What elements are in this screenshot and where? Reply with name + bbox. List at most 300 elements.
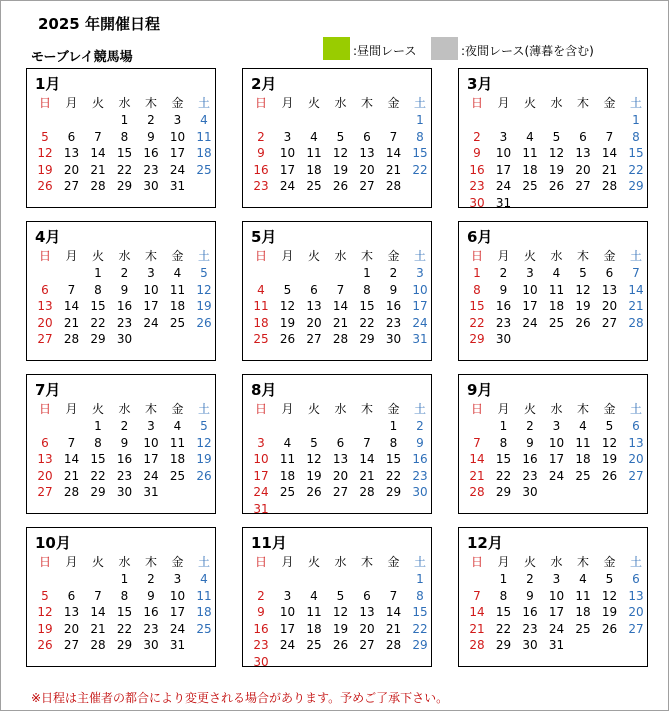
day-cell: 25 xyxy=(522,179,538,193)
day-cell: 22 xyxy=(495,621,512,636)
day-cell: 18 xyxy=(575,452,591,466)
day-cell: 21 xyxy=(90,621,106,636)
day-cell: 10 xyxy=(279,146,296,160)
day-cell: 20 xyxy=(601,299,618,313)
day-cell: 21 xyxy=(601,162,618,177)
month-calendar-3 xyxy=(458,68,648,208)
day-cell: 4 xyxy=(200,113,208,127)
day-cell: 16 xyxy=(522,605,538,619)
day-cell: 8 xyxy=(120,588,129,603)
weekday-header: 月 xyxy=(65,96,78,110)
day-cell: 30 xyxy=(385,332,402,346)
month-title: 6月 xyxy=(467,228,493,246)
day-cell: 29 xyxy=(90,332,106,346)
day-cell: 19 xyxy=(548,162,565,177)
day-cell: 4 xyxy=(200,572,208,586)
month-title: 3月 xyxy=(467,75,493,93)
day-cell: 4 xyxy=(526,129,534,144)
day-cell: 23 xyxy=(116,315,133,330)
day-cell: 18 xyxy=(522,162,538,177)
day-cell: 9 xyxy=(473,146,481,160)
day-cell: 8 xyxy=(94,282,102,297)
day-cell: 15 xyxy=(359,299,375,313)
weekday-header: 火 xyxy=(91,96,104,110)
day-cell: 1 xyxy=(473,266,481,280)
day-cell: 9 xyxy=(120,282,129,297)
venue-name: モーブレイ競馬場 xyxy=(31,50,133,65)
day-cell: 6 xyxy=(605,266,614,280)
weekday-header: 月 xyxy=(281,96,294,110)
day-cell: 24 xyxy=(412,315,428,330)
day-cell: 29 xyxy=(469,332,485,346)
day-cell: 24 xyxy=(169,162,186,177)
day-cell: 24 xyxy=(495,179,512,193)
day-cell: 24 xyxy=(548,621,565,636)
day-cell: 16 xyxy=(522,452,538,466)
day-cell: 27 xyxy=(628,621,644,636)
day-cell: 23 xyxy=(253,638,269,652)
month-calendar-8 xyxy=(242,374,432,514)
day-cell: 6 xyxy=(336,435,345,450)
day-cell: 29 xyxy=(628,179,644,193)
day-cell: 27 xyxy=(628,468,644,483)
day-cell: 9 xyxy=(120,435,129,450)
day-cell: 6 xyxy=(363,129,371,144)
day-cell: 12 xyxy=(37,146,53,160)
weekday-header: 金 xyxy=(171,249,184,263)
day-cell: 7 xyxy=(94,129,102,144)
day-cell: 24 xyxy=(279,638,296,652)
day-cell: 2 xyxy=(257,129,265,144)
month-calendar-12 xyxy=(458,527,648,667)
day-cell: 15 xyxy=(412,605,428,619)
day-cell: 17 xyxy=(143,452,159,466)
day-cell: 1 xyxy=(363,266,371,280)
weekday-header: 木 xyxy=(144,96,157,110)
day-cell: 7 xyxy=(473,435,481,450)
weekday-header: 月 xyxy=(65,249,78,263)
weekday-header: 月 xyxy=(281,249,294,263)
day-cell: 12 xyxy=(196,282,212,297)
day-cell: 4 xyxy=(552,266,561,280)
day-cell: 9 xyxy=(147,129,155,144)
day-cell: 7 xyxy=(336,282,345,297)
day-cell: 28 xyxy=(385,638,402,652)
legend-night-swatch xyxy=(431,37,458,60)
day-cell: 22 xyxy=(90,315,106,330)
day-cell: 17 xyxy=(169,605,186,619)
day-cell: 21 xyxy=(628,299,644,313)
day-cell: 17 xyxy=(279,162,296,177)
day-cell: 2 xyxy=(147,113,155,127)
day-cell: 29 xyxy=(412,638,428,652)
day-cell: 14 xyxy=(90,605,106,619)
day-cell: 9 xyxy=(499,282,508,297)
day-cell: 1 xyxy=(120,113,129,127)
day-cell: 24 xyxy=(169,621,186,636)
day-cell: 21 xyxy=(469,621,485,636)
day-cell: 4 xyxy=(173,419,182,433)
month-title: 8月 xyxy=(251,381,277,399)
weekday-header: 金 xyxy=(603,555,616,569)
day-cell: 22 xyxy=(116,621,133,636)
day-cell: 2 xyxy=(257,588,265,603)
day-cell: 30 xyxy=(116,332,133,346)
day-cell: 8 xyxy=(120,129,129,144)
day-cell: 3 xyxy=(257,435,265,450)
weekday-header: 土 xyxy=(197,96,210,110)
day-cell: 20 xyxy=(359,162,375,177)
day-cell: 31 xyxy=(169,179,186,193)
day-cell: 18 xyxy=(253,315,269,330)
day-cell: 25 xyxy=(575,468,591,483)
day-cell: 22 xyxy=(116,162,133,177)
weekday-header: 木 xyxy=(576,249,589,263)
month-calendar-9 xyxy=(458,374,648,514)
day-cell: 26 xyxy=(332,179,349,193)
day-cell: 13 xyxy=(63,605,80,619)
weekday-header: 火 xyxy=(523,249,536,263)
day-cell: 10 xyxy=(522,282,538,297)
day-cell: 22 xyxy=(628,162,644,177)
day-cell: 16 xyxy=(385,299,402,313)
day-cell: 17 xyxy=(169,146,186,160)
day-cell: 9 xyxy=(257,605,265,619)
month-calendar-5 xyxy=(242,221,432,361)
legend-day-label: :昼間レース xyxy=(353,44,417,58)
day-cell: 8 xyxy=(389,435,398,450)
day-cell: 14 xyxy=(469,605,485,619)
day-cell: 12 xyxy=(279,299,296,313)
weekday-header: 日 xyxy=(470,555,483,569)
day-cell: 22 xyxy=(495,468,512,483)
day-cell: 25 xyxy=(196,621,212,636)
weekday-header: 木 xyxy=(360,555,373,569)
day-cell: 15 xyxy=(495,452,512,466)
day-cell: 3 xyxy=(147,266,155,280)
day-cell: 30 xyxy=(412,485,428,499)
day-cell: 27 xyxy=(332,485,349,499)
day-cell: 7 xyxy=(632,266,640,280)
day-cell: 17 xyxy=(412,299,428,313)
day-cell: 23 xyxy=(522,621,538,636)
weekday-header: 金 xyxy=(171,402,184,416)
day-cell: 31 xyxy=(495,195,512,210)
weekday-header: 土 xyxy=(197,402,210,416)
day-cell: 9 xyxy=(389,282,398,297)
day-cell: 4 xyxy=(310,129,318,144)
day-cell: 17 xyxy=(253,468,269,483)
day-cell: 30 xyxy=(522,638,538,652)
day-cell: 28 xyxy=(90,638,106,652)
day-cell: 1 xyxy=(389,419,398,433)
day-cell: 12 xyxy=(196,435,212,450)
weekday-header: 土 xyxy=(413,402,426,416)
day-cell: 25 xyxy=(169,468,186,483)
month-title: 11月 xyxy=(251,534,287,552)
day-cell: 22 xyxy=(90,468,106,483)
day-cell: 13 xyxy=(628,588,644,603)
day-cell: 2 xyxy=(526,572,534,586)
day-cell: 3 xyxy=(499,129,508,144)
day-cell: 23 xyxy=(143,162,159,177)
day-cell: 31 xyxy=(412,332,428,346)
legend-day-swatch xyxy=(323,37,350,60)
weekday-header: 水 xyxy=(118,249,131,263)
day-cell: 7 xyxy=(67,282,76,297)
day-cell: 31 xyxy=(169,638,186,652)
day-cell: 1 xyxy=(120,572,129,586)
day-cell: 22 xyxy=(412,621,428,636)
weekday-header: 日 xyxy=(254,96,267,110)
day-cell: 9 xyxy=(416,435,424,450)
day-cell: 10 xyxy=(143,435,159,450)
day-cell: 2 xyxy=(499,266,508,280)
day-cell: 30 xyxy=(143,179,159,193)
day-cell: 14 xyxy=(90,146,106,160)
day-cell: 27 xyxy=(63,179,80,193)
day-cell: 11 xyxy=(548,282,565,297)
day-cell: 20 xyxy=(359,621,375,636)
day-cell: 17 xyxy=(548,452,565,466)
day-cell: 15 xyxy=(90,452,106,466)
day-cell: 26 xyxy=(196,468,212,483)
weekday-header: 日 xyxy=(38,402,51,416)
weekday-header: 火 xyxy=(523,555,536,569)
day-cell: 3 xyxy=(173,572,182,586)
day-cell: 11 xyxy=(522,146,538,160)
day-cell: 16 xyxy=(253,162,269,177)
day-cell: 5 xyxy=(605,572,614,586)
day-cell: 1 xyxy=(499,419,508,433)
day-cell: 11 xyxy=(169,435,186,450)
day-cell: 3 xyxy=(283,588,292,603)
day-cell: 21 xyxy=(90,162,106,177)
day-cell: 13 xyxy=(575,146,591,160)
day-cell: 2 xyxy=(120,419,129,433)
day-cell: 2 xyxy=(416,419,424,433)
day-cell: 23 xyxy=(253,179,269,193)
day-cell: 5 xyxy=(283,282,292,297)
weekday-header: 木 xyxy=(576,402,589,416)
day-cell: 27 xyxy=(37,332,53,346)
weekday-header: 水 xyxy=(118,555,131,569)
weekday-header: 月 xyxy=(497,402,510,416)
page-title: 2025 年開催日程 xyxy=(38,15,160,33)
day-cell: 7 xyxy=(389,588,398,603)
day-cell: 20 xyxy=(63,621,80,636)
day-cell: 29 xyxy=(495,638,512,652)
day-cell: 18 xyxy=(575,605,591,619)
day-cell: 28 xyxy=(63,485,80,499)
month-title: 5月 xyxy=(251,228,277,246)
day-cell: 15 xyxy=(116,605,133,619)
day-cell: 14 xyxy=(385,146,402,160)
day-cell: 5 xyxy=(41,129,49,144)
day-cell: 19 xyxy=(196,299,212,313)
day-cell: 25 xyxy=(306,179,322,193)
day-cell: 8 xyxy=(499,588,508,603)
day-cell: 15 xyxy=(116,146,133,160)
day-cell: 26 xyxy=(601,468,618,483)
day-cell: 31 xyxy=(548,638,565,652)
day-cell: 16 xyxy=(412,452,428,466)
day-cell: 6 xyxy=(310,282,318,297)
day-cell: 30 xyxy=(495,332,512,346)
day-cell: 11 xyxy=(196,129,212,144)
month-title: 2月 xyxy=(251,75,277,93)
weekday-header: 水 xyxy=(334,249,347,263)
day-cell: 19 xyxy=(279,315,296,330)
day-cell: 5 xyxy=(579,266,587,280)
day-cell: 9 xyxy=(257,146,265,160)
day-cell: 28 xyxy=(359,485,375,499)
day-cell: 22 xyxy=(412,162,428,177)
month-title: 1月 xyxy=(35,75,61,93)
day-cell: 5 xyxy=(336,129,345,144)
weekday-header: 火 xyxy=(523,96,536,110)
day-cell: 17 xyxy=(279,621,296,636)
day-cell: 14 xyxy=(385,605,402,619)
weekday-header: 水 xyxy=(550,555,563,569)
day-cell: 27 xyxy=(359,179,375,193)
footnote: ※日程は主催者の都合により変更される場合があります。予めご了承下さい。 xyxy=(31,691,449,705)
month-calendar-10 xyxy=(26,527,216,667)
weekday-header: 水 xyxy=(550,249,563,263)
day-cell: 8 xyxy=(363,282,371,297)
day-cell: 11 xyxy=(306,605,322,619)
weekday-header: 土 xyxy=(413,555,426,569)
month-title: 4月 xyxy=(35,228,61,246)
day-cell: 27 xyxy=(575,179,591,193)
day-cell: 3 xyxy=(552,572,561,586)
day-cell: 24 xyxy=(522,315,538,330)
day-cell: 16 xyxy=(116,452,133,466)
weekday-header: 土 xyxy=(197,249,210,263)
day-cell: 28 xyxy=(469,638,485,652)
weekday-header: 金 xyxy=(603,96,616,110)
day-cell: 5 xyxy=(41,588,49,603)
weekday-header: 月 xyxy=(65,402,78,416)
weekday-header: 日 xyxy=(38,555,51,569)
day-cell: 22 xyxy=(359,315,375,330)
day-cell: 7 xyxy=(605,129,614,144)
day-cell: 13 xyxy=(359,146,375,160)
day-cell: 16 xyxy=(143,605,159,619)
day-cell: 25 xyxy=(169,315,186,330)
day-cell: 4 xyxy=(173,266,182,280)
day-cell: 26 xyxy=(279,332,296,346)
day-cell: 5 xyxy=(200,266,208,280)
weekday-header: 金 xyxy=(171,96,184,110)
day-cell: 11 xyxy=(575,588,591,603)
day-cell: 13 xyxy=(332,452,349,466)
day-cell: 24 xyxy=(279,179,296,193)
weekday-header: 金 xyxy=(171,555,184,569)
day-cell: 14 xyxy=(628,282,644,297)
weekday-header: 土 xyxy=(413,96,426,110)
day-cell: 14 xyxy=(359,452,375,466)
day-cell: 2 xyxy=(120,266,129,280)
day-cell: 3 xyxy=(552,419,561,433)
day-cell: 7 xyxy=(389,129,398,144)
weekday-header: 火 xyxy=(91,249,104,263)
day-cell: 10 xyxy=(548,588,565,603)
day-cell: 13 xyxy=(37,452,53,466)
day-cell: 10 xyxy=(412,282,428,297)
day-cell: 12 xyxy=(306,452,322,466)
day-cell: 20 xyxy=(628,452,644,466)
weekday-header: 火 xyxy=(91,555,104,569)
day-cell: 8 xyxy=(416,588,424,603)
day-cell: 25 xyxy=(575,621,591,636)
day-cell: 20 xyxy=(37,468,53,483)
day-cell: 30 xyxy=(253,654,269,669)
day-cell: 6 xyxy=(579,129,587,144)
day-cell: 3 xyxy=(147,419,155,433)
day-cell: 4 xyxy=(257,282,265,297)
day-cell: 1 xyxy=(94,419,102,433)
day-cell: 6 xyxy=(41,282,49,297)
day-cell: 6 xyxy=(632,572,640,586)
weekday-header: 木 xyxy=(576,96,589,110)
weekday-header: 木 xyxy=(360,249,373,263)
day-cell: 19 xyxy=(37,162,53,177)
weekday-header: 金 xyxy=(387,402,400,416)
day-cell: 6 xyxy=(67,129,76,144)
day-cell: 4 xyxy=(579,419,587,433)
day-cell: 12 xyxy=(37,605,53,619)
day-cell: 1 xyxy=(632,113,640,127)
day-cell: 11 xyxy=(575,435,591,450)
weekday-header: 日 xyxy=(470,249,483,263)
weekday-header: 金 xyxy=(387,249,400,263)
day-cell: 24 xyxy=(548,468,565,483)
day-cell: 10 xyxy=(253,452,269,466)
day-cell: 31 xyxy=(253,501,269,516)
weekday-header: 日 xyxy=(38,249,51,263)
day-cell: 16 xyxy=(143,146,159,160)
legend-night-label: :夜間レース(薄暮を含む) xyxy=(461,44,594,58)
weekday-header: 水 xyxy=(550,96,563,110)
weekday-header: 月 xyxy=(281,402,294,416)
day-cell: 20 xyxy=(628,605,644,619)
day-cell: 19 xyxy=(332,621,349,636)
day-cell: 10 xyxy=(143,282,159,297)
day-cell: 31 xyxy=(143,485,159,499)
day-cell: 1 xyxy=(94,266,102,280)
day-cell: 20 xyxy=(306,315,322,330)
weekday-header: 水 xyxy=(118,402,131,416)
day-cell: 14 xyxy=(469,452,485,466)
day-cell: 10 xyxy=(548,435,565,450)
day-cell: 24 xyxy=(253,485,269,499)
day-cell: 23 xyxy=(495,315,512,330)
day-cell: 13 xyxy=(37,299,53,313)
weekday-header: 水 xyxy=(334,402,347,416)
day-cell: 7 xyxy=(363,435,371,450)
day-cell: 16 xyxy=(469,162,485,177)
day-cell: 3 xyxy=(416,266,424,280)
day-cell: 17 xyxy=(522,299,538,313)
day-cell: 8 xyxy=(632,129,640,144)
day-cell: 11 xyxy=(279,452,296,466)
day-cell: 26 xyxy=(196,315,212,330)
day-cell: 9 xyxy=(526,435,534,450)
day-cell: 12 xyxy=(332,605,349,619)
weekday-header: 土 xyxy=(197,555,210,569)
day-cell: 20 xyxy=(37,315,53,330)
